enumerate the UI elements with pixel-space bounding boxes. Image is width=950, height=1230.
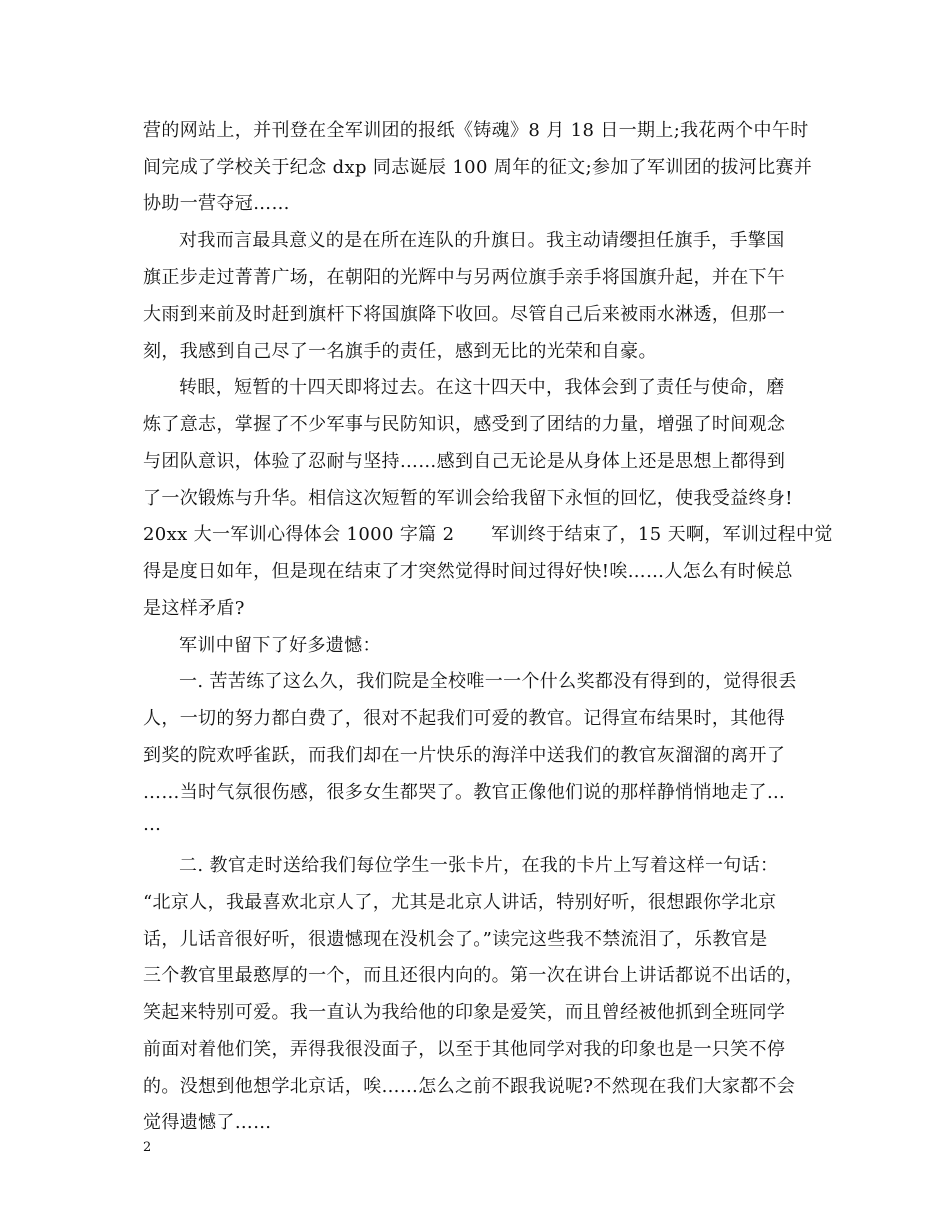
text-line: 二. 教官走时送给我们每位学生一张卡片，在我的卡片上写着这样一句话：	[179, 855, 779, 876]
text-line: 话，儿话音很好听，很遗憾现在没机会了。”读完这些我不禁流泪了，乐教官是	[143, 929, 768, 950]
text-line: 三个教官里最憨厚的一个，而且还很内向的。第一次在讲台上讲话都说不出话的，	[143, 965, 804, 986]
text-line: 到奖的院欢呼雀跃，而我们却在一片快乐的海洋中送我们的教官灰溜溜的离开了	[143, 745, 786, 766]
text-line: 对我而言最具意义的是在所在连队的升旗日。我主动请缨担任旗手，手擎国	[179, 230, 785, 251]
text-line: 笑起来特别可爱。我一直认为我给他的印象是爱笑，而且曾经被他抓到全班同学	[143, 1002, 786, 1023]
text-line: 间完成了学校关于纪念 dxp 同志诞辰 100 周年的征文;参加了军训团的拔河比赛并	[143, 157, 813, 178]
text-line: 炼了意志，掌握了不少军事与民防知识，感受到了团结的力量，增强了时间观念	[143, 414, 786, 435]
text-line: 20xx 大一军训心得体会 1000 字篇 2 军训终于结束了，15 天啊，军训过程中觉	[143, 524, 833, 545]
text-line: 营的网站上，并刊登在全军训团的报纸《铸魂》8 月 18 日一期上;我花两个中午时	[143, 120, 809, 141]
text-line: 刻，我感到自己尽了一名旗手的责任，感到无比的光荣和自豪。	[143, 341, 657, 362]
text-line: 的。没想到他想学北京话，唉……怎么之前不跟我说呢?不然现在我们大家都不会	[143, 1076, 796, 1097]
text-line: “北京人，我最喜欢北京人了，尤其是北京人讲话，特别好听，很想跟你学北京	[143, 892, 777, 913]
text-line: 人，一切的努力都白费了，很对不起我们可爱的教官。记得宣布结果时，其他得	[143, 708, 786, 729]
text-line: 转眼，短暂的十四天即将过去。在这十四天中，我体会到了责任与使命，磨	[179, 377, 785, 398]
text-line: 军训中留下了好多遗憾：	[179, 635, 381, 656]
text-line: 与团队意识，体验了忍耐与坚持……感到自己无论是从身体上还是思想上都得到	[143, 451, 786, 472]
text-line: 旗正步走过菁菁广场，在朝阳的光辉中与另两位旗手亲手将国旗升起，并在下午	[143, 267, 786, 288]
text-line: …	[143, 814, 162, 835]
text-line: 得是度日如年，但是现在结束了才突然觉得时间过得好快!唉……人怎么有时候总	[143, 561, 793, 582]
page-number: 2	[143, 1140, 152, 1155]
text-line: ……当时气氛很伤感，很多女生都哭了。教官正像他们说的那样静悄悄地走了…	[143, 782, 786, 803]
text-line: 了一次锻炼与升华。相信这次短暂的军训会给我留下永恒的回忆，使我受益终身!	[143, 488, 793, 509]
text-line: 觉得遗憾了……	[143, 1112, 272, 1133]
text-line: 一. 苦苦练了这么久，我们院是全校唯一一个什么奖都没有得到的，觉得很丢	[179, 671, 797, 692]
text-line: 是这样矛盾?	[143, 598, 245, 619]
text-line: 协助一营夺冠……	[143, 193, 290, 214]
text-line: 前面对着他们笑，弄得我很没面子，以至于其他同学对我的印象也是一只笑不停	[143, 1039, 786, 1060]
text-line: 大雨到来前及时赶到旗杆下将国旗降下收回。尽管自己后来被雨水淋透，但那一	[143, 304, 786, 325]
